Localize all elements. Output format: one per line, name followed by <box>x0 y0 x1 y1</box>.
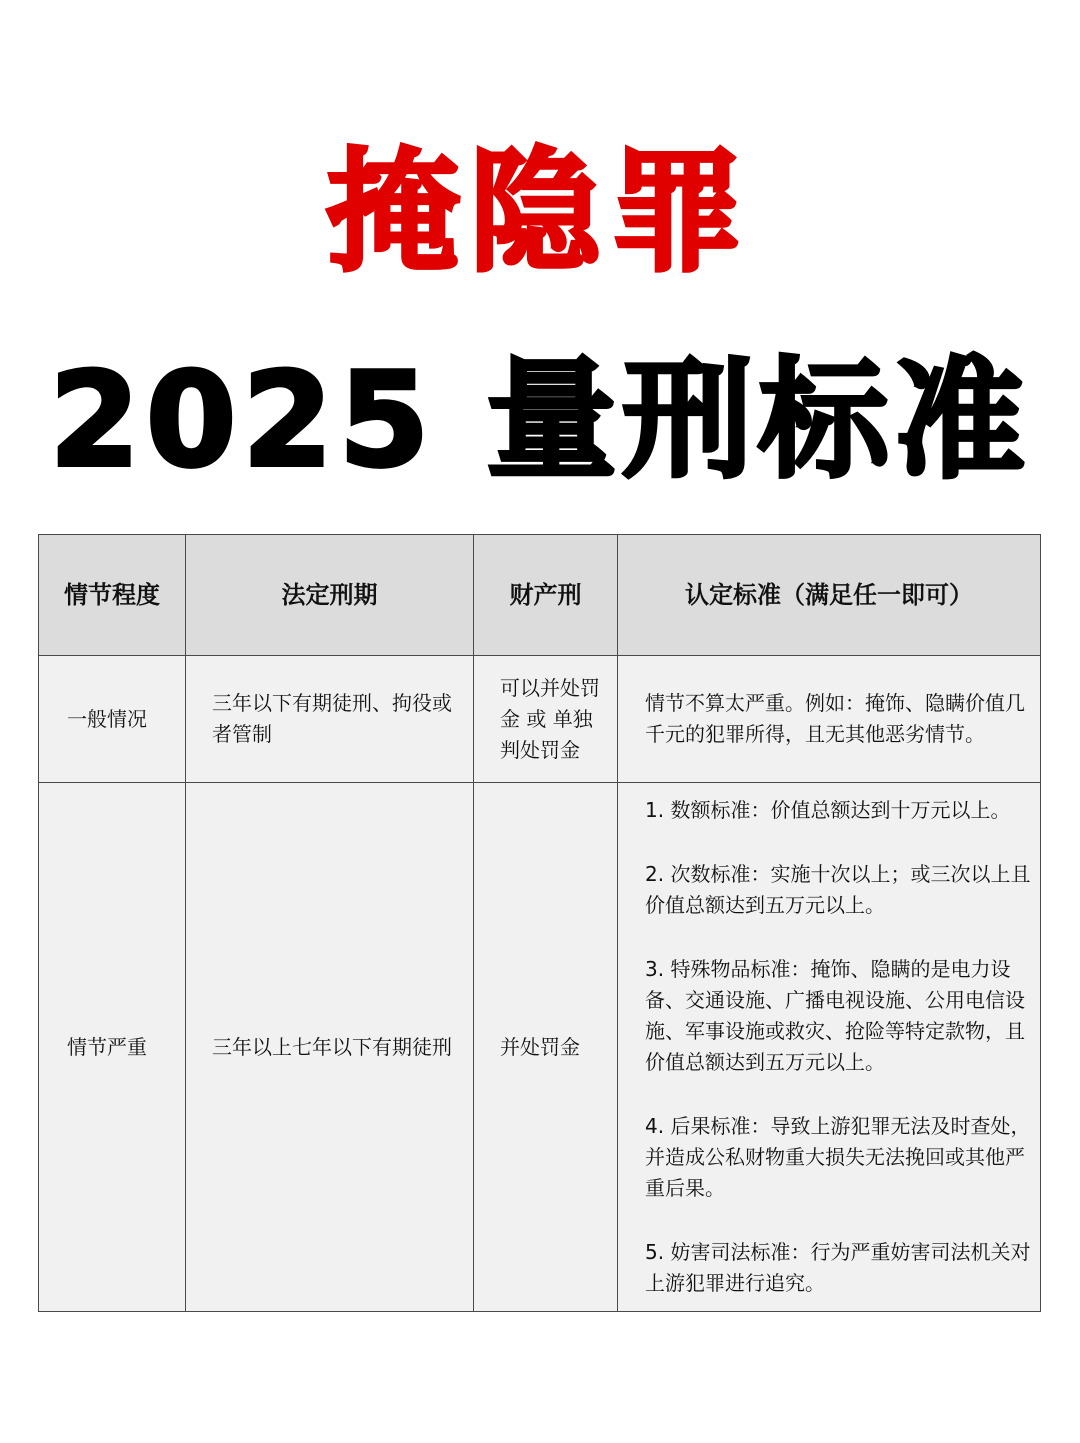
criteria-item-obstruction: 5. 妨害司法标准：行为严重妨害司法机关对上游犯罪进行追究。 <box>645 1240 1031 1295</box>
column-header-degree: 情节程度 <box>39 535 186 656</box>
table-header-row <box>39 535 1041 656</box>
sentence-cell: 三年以上七年以下有期徒刑 <box>186 783 474 1312</box>
criteria-cell <box>618 783 1041 1312</box>
criteria-item: 情节不算太严重。例如：掩饰、隐瞒价值几千元的犯罪所得，且无其他恶劣情节。 <box>645 691 1025 746</box>
criteria-item-amount: 1. 数额标准：价值总额达到十万元以上。 <box>645 798 1011 822</box>
criteria-item-frequency: 2. 次数标准：实施十次以上；或三次以上且价值总额达到五万元以上。 <box>645 862 1031 917</box>
criteria-item-consequence: 4. 后果标准：导致上游犯罪无法及时查处，并造成公私财物重大损失无法挽回或其他严重后果。 <box>645 1114 1031 1200</box>
column-header-sentence: 法定刑期 <box>186 535 474 656</box>
column-header-criteria: 认定标准（满足任一即可） <box>618 535 1041 656</box>
property-penalty-cell: 可以并处罚金 或 单独判处罚金 <box>474 656 618 783</box>
degree-cell: 一般情况 <box>39 656 186 783</box>
sentencing-table <box>38 534 1041 1312</box>
page-subtitle: 2025 量刑标准 <box>49 344 1031 496</box>
criteria-cell <box>618 656 1041 783</box>
column-header-property-penalty: 财产刑 <box>474 535 618 656</box>
property-penalty-cell: 并处罚金 <box>474 783 618 1312</box>
page-title: 掩隐罪 <box>327 136 753 290</box>
sentence-cell: 三年以下有期徒刑、拘役或者管制 <box>186 656 474 783</box>
criteria-item-special-goods: 3. 特殊物品标准：掩饰、隐瞒的是电力设备、交通设施、广播电视设施、公用电信设施、军事设施或救灾、抢险等特定款物，且价值总额达到五万元以上。 <box>645 957 1025 1074</box>
table-row <box>39 656 1041 783</box>
degree-cell: 情节严重 <box>39 783 186 1312</box>
table-row <box>39 783 1041 1312</box>
